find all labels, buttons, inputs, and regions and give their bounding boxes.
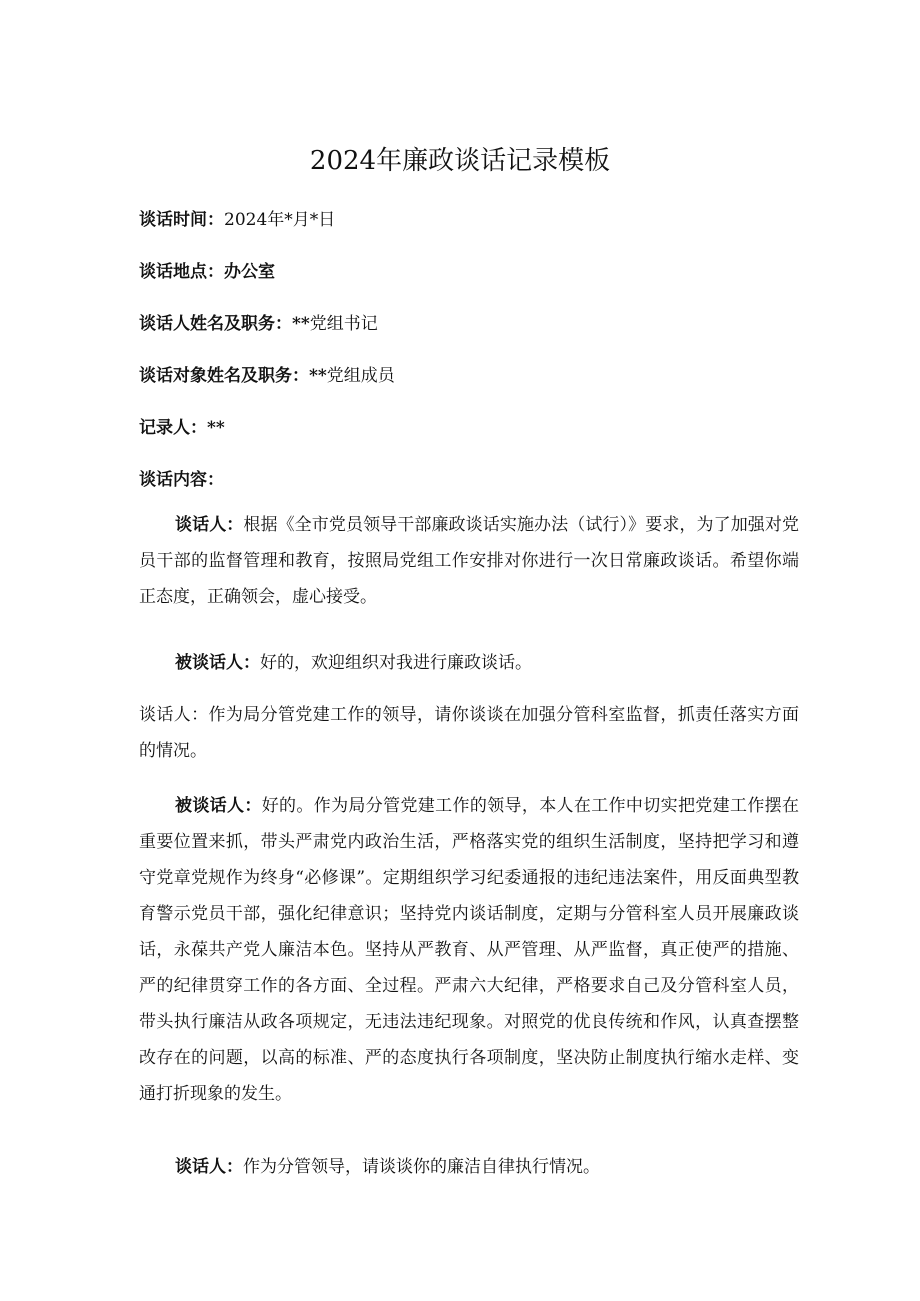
meta-value: 2024年*月*日 xyxy=(224,210,336,230)
paragraph-5 xyxy=(139,1149,799,1185)
meta-talk-time xyxy=(139,209,799,231)
meta-label: 谈话时间： xyxy=(139,210,224,230)
speaker-label: 被谈话人： xyxy=(175,796,262,816)
paragraph-1 xyxy=(139,507,799,615)
paragraph-text: 根据《全市党员领导干部廉政谈话实施办法（试行）》要求，为了加强对党员干部的监督管理和教育，按照局党组工作安排对你进行一次日常廉政谈话。希望你端正态度，正确领会，虚心接受。 xyxy=(139,515,800,607)
paragraph-3 xyxy=(139,697,799,769)
paragraph-text: 作为分管领导，请谈谈你的廉洁自律执行情况。 xyxy=(243,1157,600,1177)
paragraph-text: 好的。作为局分管党建工作的领导，本人在工作中切实把党建工作摆在重要位置来抓，带头严肃党内政治生活，严格落实党的组织生活制度，坚持把学习和遵守党章党规作为终身“必修课”。定期组织学习纪委通报的违纪违法案件，用反面典型教育警示党员干部，强化纪律意识；坚持党内谈话制度，定期与分管科室人员开展廉政谈话，永葆共产党人廉洁本色。坚持从严教育、从严管理、从严监督，真正使严的措施、严的纪律贯穿工作的各方面、全过程。严肃六大纪律，严格要求自己及分管科室人员，带头执行廉洁从政各项规定，无违法违纪现象。对照党的优良传统和作风，认真查摆整改存在的问题，以高的标准、严的态度执行各项制度，坚决防止制度执行缩水走样、变通打折现象的发生。 xyxy=(139,796,800,1104)
meta-label: 谈话地点：办公室 xyxy=(139,262,275,282)
meta-label: 记录人：** xyxy=(139,418,225,438)
meta-content-heading xyxy=(139,469,799,491)
paragraph-text: 好的，欢迎组织对我进行廉政谈话。 xyxy=(260,653,532,673)
speaker-label: 谈话人： xyxy=(175,515,244,535)
speaker-label: 谈话人： xyxy=(175,1157,243,1177)
document-title: 2024年廉政谈话记录模板 xyxy=(309,146,611,176)
meta-value: 党组书记 xyxy=(309,314,378,334)
meta-label: 谈话人姓名及职务：** xyxy=(139,314,310,334)
paragraph-4 xyxy=(139,788,799,1112)
paragraph-2 xyxy=(139,645,799,681)
meta-talk-place xyxy=(139,261,799,283)
meta-label: 谈话对象姓名及职务：** xyxy=(139,366,327,386)
speaker-label: 谈话人： xyxy=(139,705,209,725)
meta-talk-target xyxy=(139,365,799,387)
speaker-label: 被谈话人： xyxy=(175,653,260,673)
meta-value: 党组成员 xyxy=(326,366,395,386)
meta-talker xyxy=(139,313,799,335)
meta-label: 谈话内容： xyxy=(139,470,224,490)
meta-recorder xyxy=(139,417,799,439)
paragraph-text: 作为局分管党建工作的领导，请你谈谈在加强分管科室监督，抓责任落实方面的情况。 xyxy=(139,705,800,761)
